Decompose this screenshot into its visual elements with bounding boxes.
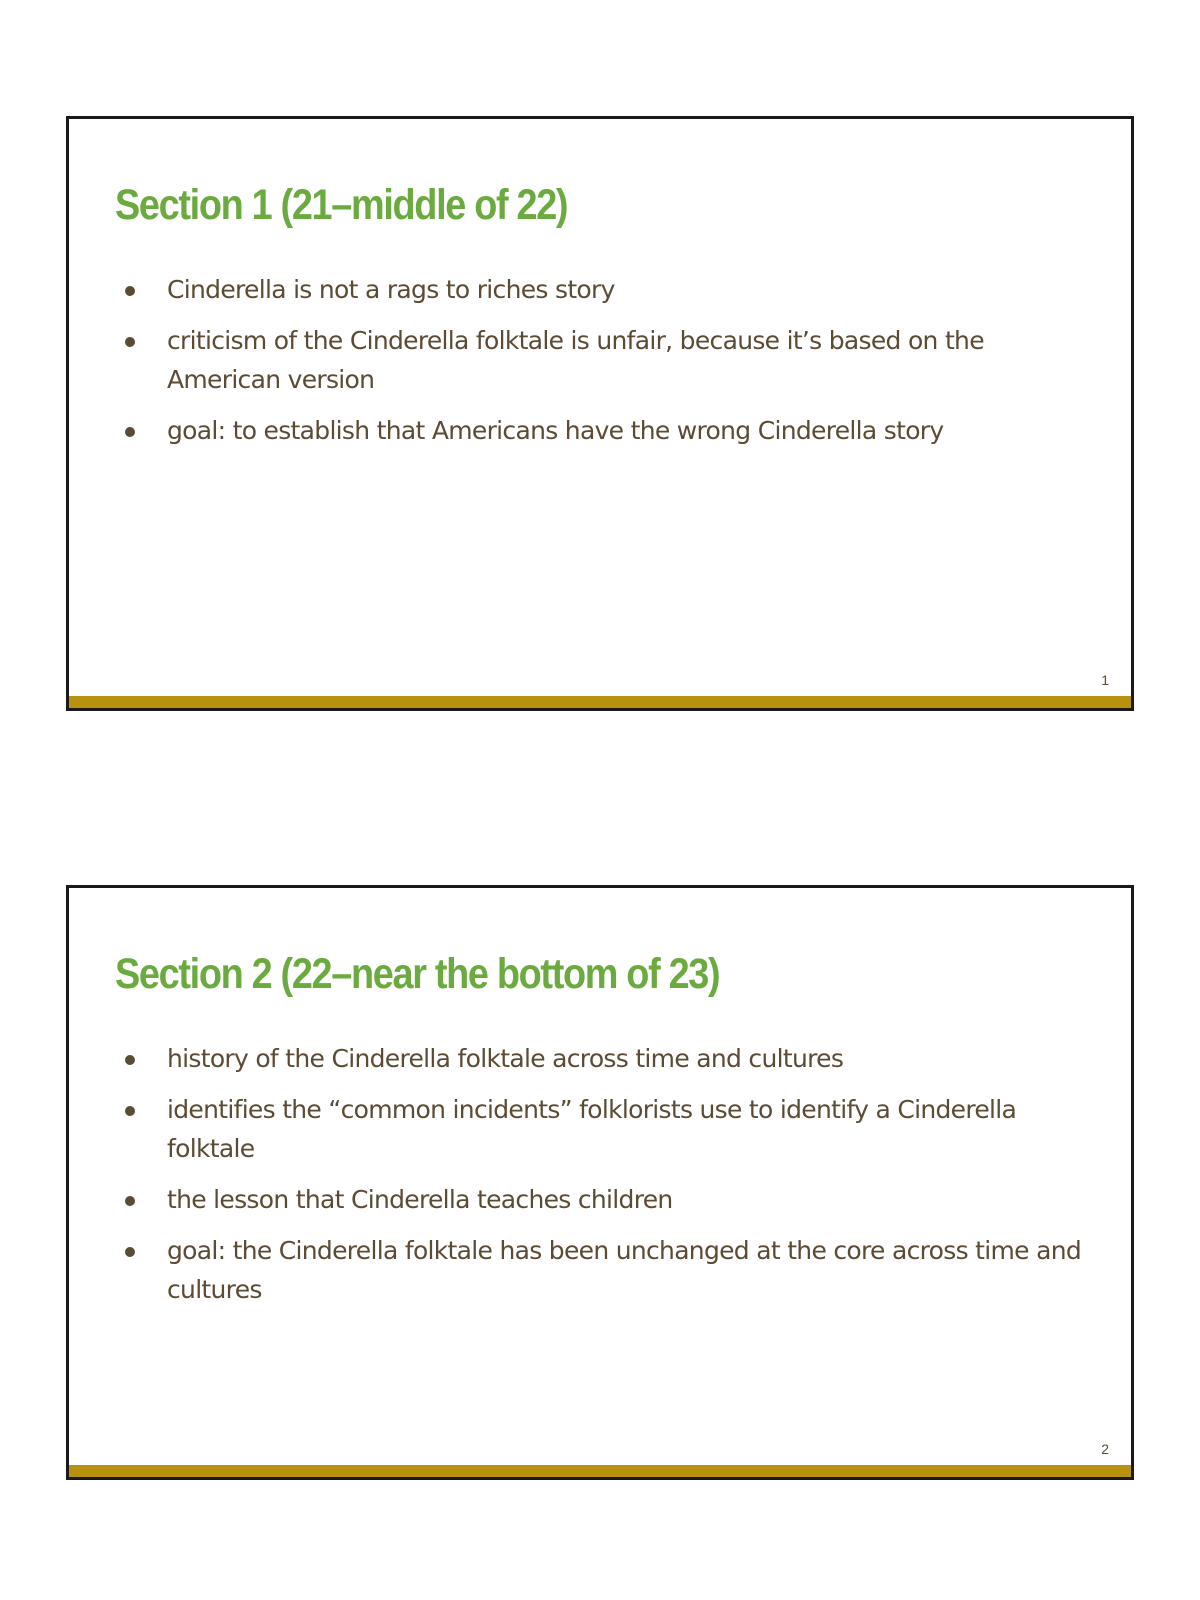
- footer-bar: [69, 696, 1131, 708]
- bullet-text: identifies the “common incidents” folklorists use to identify a Cinderella folktale: [167, 1095, 1017, 1163]
- bullet-dot-icon: [125, 427, 135, 437]
- bullet-dot-icon: [125, 286, 135, 296]
- bullet-list: [123, 270, 1083, 462]
- bullet-text: history of the Cinderella folktale across time and cultures: [167, 1044, 844, 1073]
- bullet-text: goal: the Cinderella folktale has been unchanged at the core across time and cultures: [167, 1236, 1082, 1304]
- bullet-item: [123, 1180, 1083, 1219]
- bullet-dot-icon: [125, 1247, 135, 1257]
- bullet-text: goal: to establish that Americans have the wrong Cinderella story: [167, 416, 944, 445]
- bullet-item: [123, 270, 1083, 309]
- bullet-item: [123, 1039, 1083, 1078]
- bullet-item: [123, 1231, 1083, 1309]
- bullet-dot-icon: [125, 1196, 135, 1206]
- footer-bar: [69, 1465, 1131, 1477]
- bullet-text: Cinderella is not a rags to riches story: [167, 275, 615, 304]
- bullet-dot-icon: [125, 1055, 135, 1065]
- bullet-list: [123, 1039, 1083, 1321]
- page-number: 2: [1101, 1441, 1109, 1457]
- slide-title: Section 1 (21–middle of 22): [115, 181, 568, 229]
- page-number: 1: [1101, 672, 1109, 688]
- slide-2: [66, 885, 1134, 1480]
- bullet-item: [123, 321, 1083, 399]
- bullet-item: [123, 1090, 1083, 1168]
- bullet-text: the lesson that Cinderella teaches children: [167, 1185, 673, 1214]
- bullet-item: [123, 411, 1083, 450]
- bullet-dot-icon: [125, 1106, 135, 1116]
- slide-1: [66, 116, 1134, 711]
- bullet-dot-icon: [125, 337, 135, 347]
- slide-title: Section 2 (22–near the bottom of 23): [115, 950, 720, 998]
- bullet-text: criticism of the Cinderella folktale is unfair, because it’s based on the American version: [167, 326, 984, 394]
